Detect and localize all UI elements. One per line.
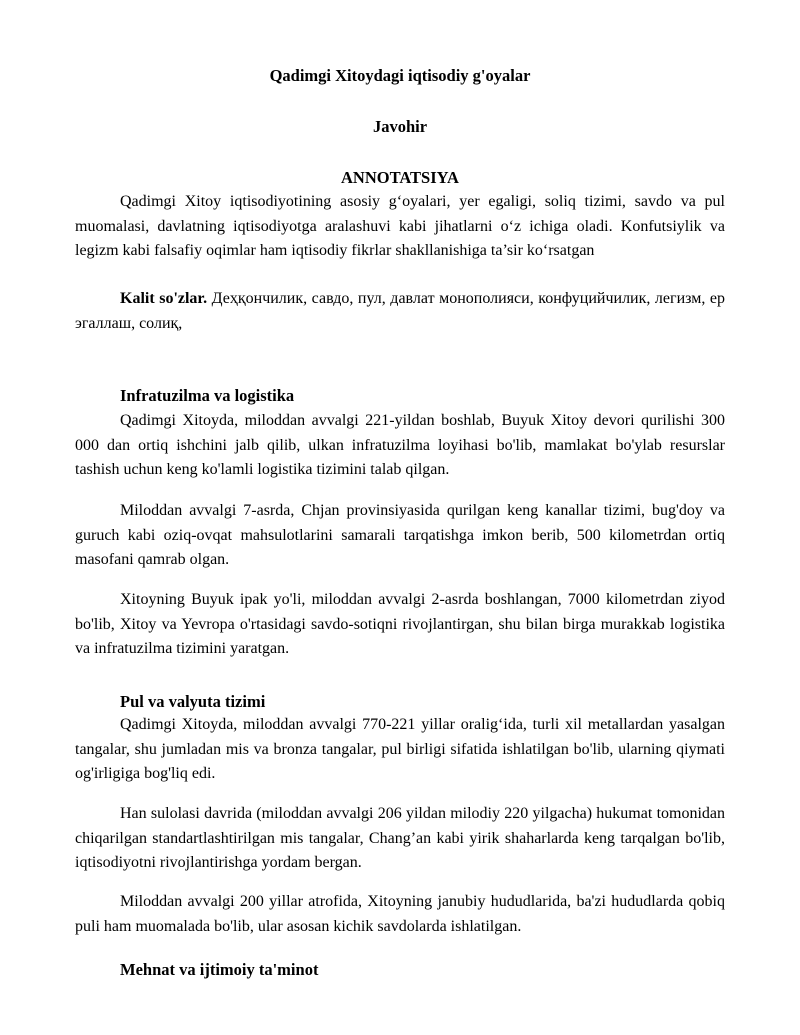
paragraph: Qadimgi Xitoyda, miloddan avvalgi 221-yildan boshlab, Buyuk Xitoy devori qurilishi 300 000 dan ortiq ishchini jalb qilib, ulkan infratuzilma loyihasi bo'lib, mamlakat bo'ylab resurslar tashish uchun keng ko'lamli logistika tizimini talab qilgan. xyxy=(75,412,725,478)
section-heading-labor: Mehnat va ijtimoiy ta'minot xyxy=(120,960,319,979)
keywords xyxy=(75,287,725,336)
annotation-text: Qadimgi Xitoy iqtisodiyotining asosiy g‘oyalari, yer egaligi, soliq tizimi, savdo va pul muomalasi, davlatning iqtisodiyotga aralashuvi kabi jihatlarni o‘z ichiga oladi. Konfutsiylik va legizm kabi falsafiy oqimlar ham iqtisodiy fikrlar shakllanishiga ta’sir ko‘rsatgan xyxy=(75,193,725,259)
paragraph: Miloddan avvalgi 7-asrda, Chjan provinsiyasida qurilgan keng kanallar tizimi, bug'doy va guruch kabi oziq-ovqat mahsulotlarini samarali tarqatishga imkon berib, 500 kilometrdan ortiq masofani qamrab olgan. xyxy=(75,502,725,568)
paragraph: Han sulolasi davrida (miloddan avvalgi 206 yildan milodiy 220 yilgacha) hukumat tomonidan chiqarilgan standartlashtirilgan mis tangalar, Chang’an kabi yirik shaharlarda keng tarqalgan bo'lib, iqtisodiyotni rivojlantirishga yordam bergan. xyxy=(75,805,725,871)
document-title: Qadimgi Xitoydagi iqtisodiy g'oyalar xyxy=(269,66,531,85)
paragraph: Qadimgi Xitoyda, miloddan avvalgi 770-221 yillar oralig‘ida, turli xil metallardan yasalgan tangalar, shu jumladan mis va bronza tangalar, pul birligi sifatida ishlatilgan bo'lib, ularning qiymati og'irligiga bog'liq edi. xyxy=(75,716,725,782)
keywords-label: Kalit so'zlar. xyxy=(120,290,208,307)
section-heading-infrastructure: Infratuzilma va logistika xyxy=(120,386,295,405)
paragraph: Miloddan avvalgi 200 yillar atrofida, Xitoyning janubiy hududlarida, ba'zi hududlarda qobiq puli ham muomalada bo'lib, ular asosan kichik savdolarda ishlatilgan. xyxy=(75,893,725,935)
section-heading-money: Pul va valyuta tizimi xyxy=(120,692,266,711)
paragraph: Xitoyning Buyuk ipak yo'li, miloddan avvalgi 2-asrda boshlangan, 7000 kilometrdan ziyod bo'lib, Xitoy va Yevropa o'rtasidagi savdo-sotiqni rivojlantirgan, shu bilan birga murakkab logistika va infratuzilma tizimini yaratgan. xyxy=(75,591,725,657)
keywords-text: Деҳқончилик, савдо, пул, давлат монополияси, конфуцийчилик, легизм, ер эгаллаш, солиқ, xyxy=(75,290,726,332)
author-name: Javohir xyxy=(372,117,428,136)
annotation-heading: ANNOTATSIYA xyxy=(341,168,459,187)
